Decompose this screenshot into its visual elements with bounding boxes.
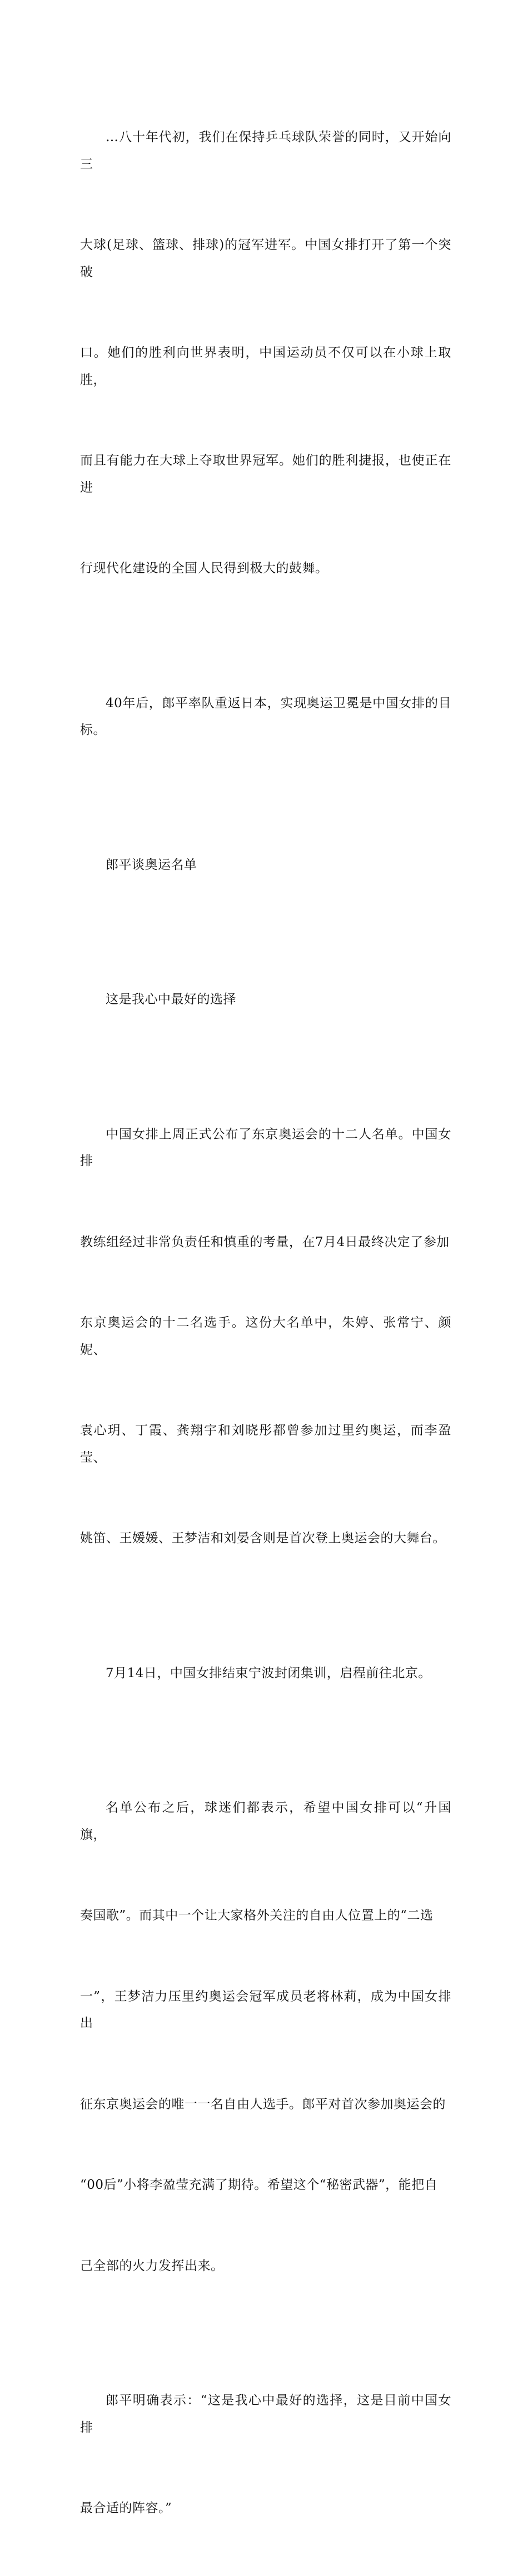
text-line: 而且有能力在大球上夺取世界冠军。她们的胜利捷报，也使正在进 — [80, 453, 451, 495]
paragraph-fans — [80, 1740, 451, 2333]
section-heading — [80, 798, 451, 933]
text-line: 己全部的火力发挥出来。 — [80, 2258, 224, 2273]
document-body — [80, 70, 451, 2576]
subheading-line: 这是我心中最好的选择 — [106, 992, 236, 1007]
paragraph-quote — [80, 2333, 451, 2576]
text-line: …八十年代初，我们在保持乒乓球队荣誉的同时，又开始向三 — [80, 130, 451, 172]
text-line: 口。她们的胜利向世界表明，中国运动员不仅可以在小球上取胜， — [80, 346, 451, 387]
text-line: 40年后，郎平率队重返日本，实现奥运卫冕是中国女排的目标。 — [80, 696, 451, 737]
heading-line: 郎平谈奥运名单 — [106, 857, 197, 872]
text-line: 奏国歌”。而其中一个让大家格外关注的自由人位置上的“二选 — [80, 1908, 434, 1923]
text-line: 大球(足球、篮球、排球)的冠军进军。中国女排打开了第一个突破 — [80, 238, 451, 279]
paragraph-departure — [80, 1606, 451, 1741]
text-line: 7月14日，中国女排结束宁波封闭集训，启程前往北京。 — [106, 1665, 431, 1680]
text-line: 中国女排上周正式公布了东京奥运会的十二人名单。中国女排 — [80, 1127, 451, 1168]
text-line: 最合适的阵容。” — [80, 2501, 172, 2515]
text-line: 袁心玥、丁霞、龚翔宇和刘晓彤都曾参加过里约奥运，而李盈莹、 — [80, 1423, 451, 1465]
text-line: 征东京奥运会的唯一一名自由人选手。郎平对首次参加奥运会的 — [80, 2097, 446, 2112]
text-line: 东京奥运会的十二名选手。这份大名单中，朱婷、张常宁、颜妮、 — [80, 1315, 451, 1357]
paragraph-roster — [80, 1067, 451, 1606]
text-line: “00后”小将李盈莹充满了期待。希望这个“秘密武器”，能把自 — [80, 2178, 438, 2192]
paragraph-history — [80, 70, 451, 636]
text-line: 郎平明确表示：“这是我心中最好的选择，这是目前中国女排 — [80, 2393, 451, 2435]
text-line: 姚笛、王媛媛、王梦洁和刘晏含则是首次登上奥运会的大舞台。 — [80, 1531, 446, 1545]
text-line: 教练组经过非常负责任和慎重的考量，在7月4日最终决定了参加 — [80, 1234, 450, 1249]
text-line: 名单公布之后，球迷们都表示，希望中国女排可以“升国旗， — [80, 1800, 451, 1842]
section-subheading — [80, 932, 451, 1067]
text-line: 行现代化建设的全国人民得到极大的鼓舞。 — [80, 561, 328, 576]
paragraph-goal — [80, 636, 451, 798]
text-line: 一”，王梦洁力压里约奥运会冠军成员老将林莉，成为中国女排出 — [80, 1989, 451, 2030]
